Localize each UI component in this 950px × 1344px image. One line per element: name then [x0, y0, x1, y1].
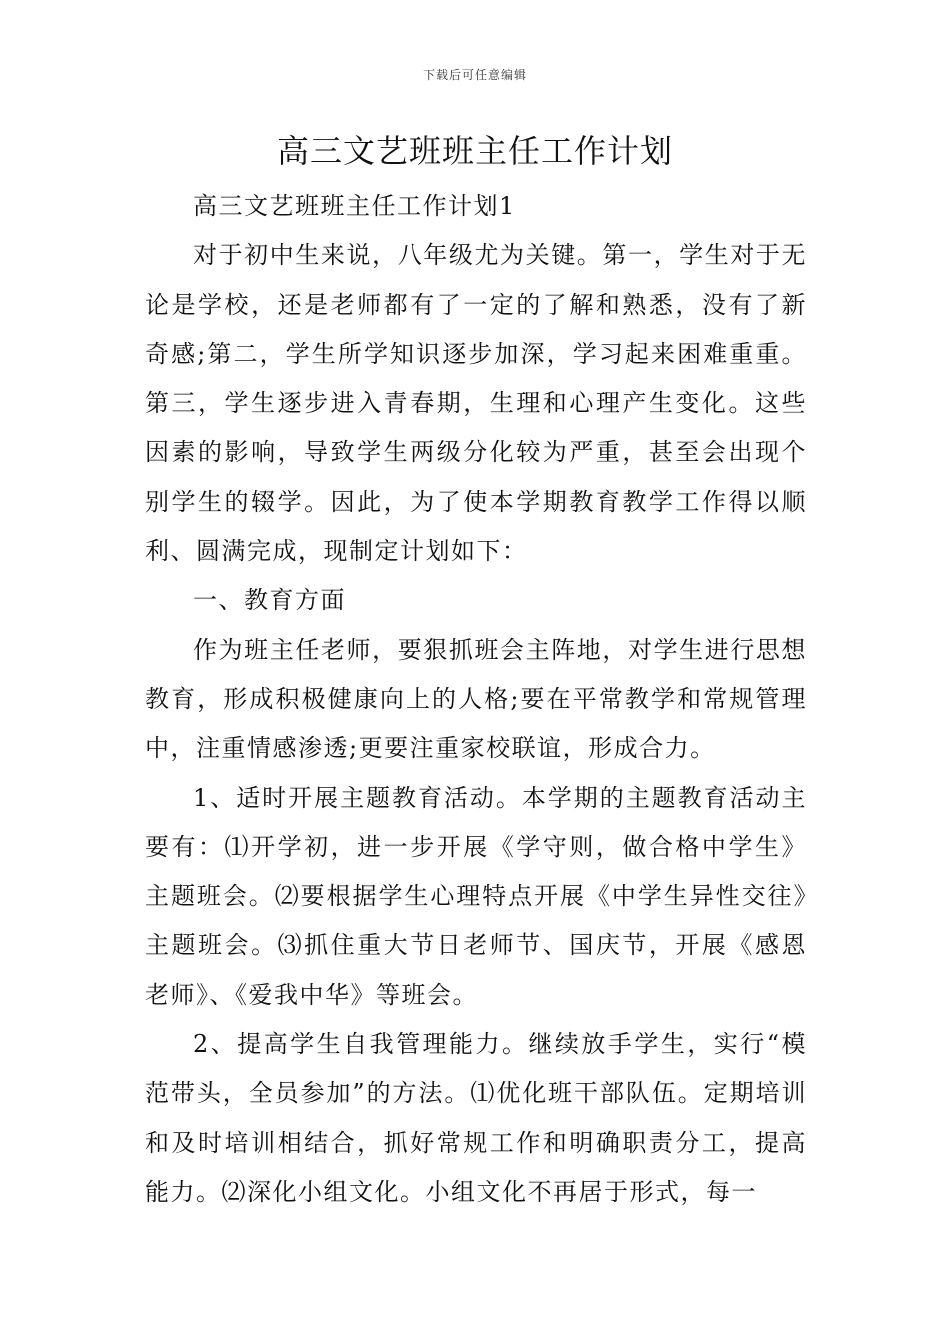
body-paragraph: 2、提高学生自我管理能力。继续放手学生，实行“模范带头，全员参加”的方法。⑴优化班干部队伍。定期培训和及时培训相结合，抓好常规工作和明确职责分工，提高能力。⑵深化小组文化。小组文化不再居于形式，每一 — [145, 1030, 807, 1206]
body-paragraph: 作为班主任老师，要狠抓班会主阵地，对学生进行思想教育，形成积极健康向上的人格;要在平常教学和常规管理中，注重情感渗透;更要注重家校联谊，形成合力。 — [145, 635, 807, 763]
intro-paragraph: 对于初中生来说，八年级尤为关键。第一，学生对于无论是学校，还是老师都有了一定的了解和熟悉，没有了新奇感;第二，学生所学知识逐步加深，学习起来困难重重。第三，学生逐步进入青春期，生理和心理产生变化。这些因素的影响，导致学生两级分化较为严重，甚至会出现个别学生的辍学。因此，为了使本学期教育教学工作得以顺利、圆满完成，现制定计划如下： — [145, 241, 807, 566]
document-title: 高三文艺班班主任工作计划 — [276, 132, 673, 170]
header-note: 下载后可任意编辑 — [422, 68, 527, 82]
section-subtitle: 高三文艺班班主任工作计划1 — [193, 192, 516, 220]
section-heading: 一、教育方面 — [193, 586, 346, 615]
document-body — [145, 182, 807, 1217]
body-paragraph: 1、适时开展主题教育活动。本学期的主题教育活动主要有：⑴开学初，进一步开展《学守则，做合格中学生》主题班会。⑵要根据学生心理特点开展《中学生异性交往》主题班会。⑶抓住重大节日老师节、国庆节，开展《感恩老师》、《爱我中华》等班会。 — [145, 783, 807, 1009]
